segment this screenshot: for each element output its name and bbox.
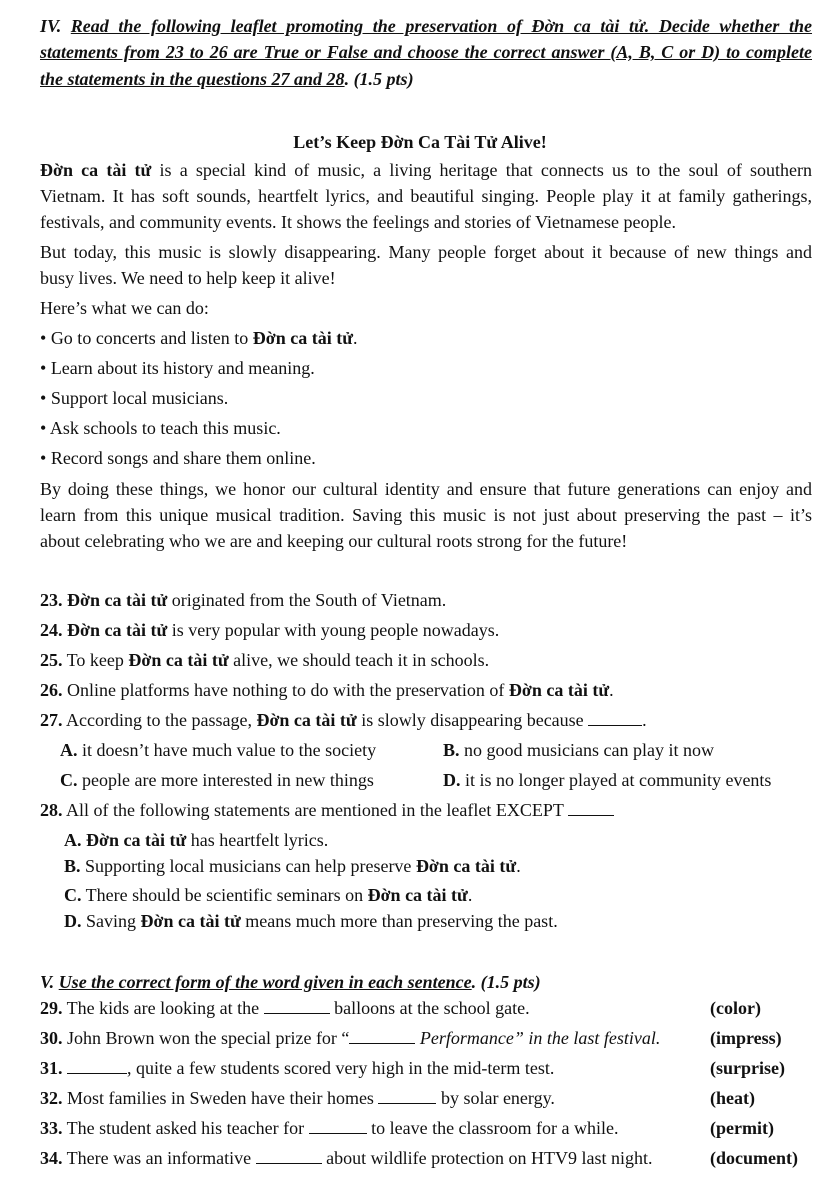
answer-blank[interactable]	[256, 1149, 322, 1164]
word-hint: (surprise)	[710, 1058, 785, 1078]
q28-option-d[interactable]: D. Saving Đờn ca tài tử means much more than preserving the past.	[64, 911, 558, 931]
question-30: 30. John Brown won the special prize for “ Performance” in the last festival.	[40, 1028, 661, 1048]
q27-option-d[interactable]: D. it is no longer played at community events	[443, 770, 772, 790]
section-v-points: . (1.5 pts)	[471, 972, 541, 992]
q27-option-c[interactable]: C. people are more interested in new things	[60, 770, 374, 790]
leaflet-bullet: • Learn about its history and meaning.	[40, 358, 315, 378]
question-23: 23. Đờn ca tài tử originated from the South of Vietnam.	[40, 590, 447, 610]
section-iv-instruction-line-3: the statements in the questions 27 and 28. (1.5 pts)	[40, 69, 414, 89]
question-34: 34. There was an informative about wildlife protection on HTV9 last night.	[40, 1148, 653, 1168]
leaflet-para2-line-1: But today, this music is slowly disappearing. Many people forget about it because of new things and	[40, 242, 812, 262]
answer-blank[interactable]	[349, 1029, 415, 1044]
question-25: 25. To keep Đờn ca tài tử alive, we should teach it in schools.	[40, 650, 490, 670]
leaflet-title: Let’s Keep Đờn Ca Tài Tử Alive!	[293, 132, 547, 152]
question-29: 29. The kids are looking at the balloons at the school gate.	[40, 998, 530, 1018]
leaflet-para1-line-1: Đờn ca tài tử is a special kind of music, a living heritage that connects us to the soul of southern	[40, 160, 812, 180]
question-24: 24. Đờn ca tài tử is very popular with young people nowadays.	[40, 620, 500, 640]
leaflet-bullet: • Support local musicians.	[40, 388, 229, 408]
answer-blank[interactable]	[568, 801, 614, 816]
leaflet-para3-line-2: learn from this unique musical tradition. Saving this music is not just about preserving the past – it’s	[40, 505, 812, 525]
word-hint: (document)	[710, 1148, 798, 1168]
question-26: 26. Online platforms have nothing to do with the preservation of Đờn ca tài tử.	[40, 680, 614, 700]
word-hint: (color)	[710, 998, 761, 1018]
leaflet-para1-line-3: festivals, and community events. It shows the feelings and stories of Vietnamese people.	[40, 212, 676, 232]
leaflet-para1-line-2: Vietnam. It has soft sounds, heartfelt lyrics, and beautiful singing. People play it at family gatherings,	[40, 186, 812, 206]
answer-blank[interactable]	[378, 1089, 436, 1104]
leaflet-bullet: • Ask schools to teach this music.	[40, 418, 281, 438]
word-hint: (heat)	[710, 1088, 755, 1108]
answer-blank[interactable]	[309, 1119, 367, 1134]
bullet-icon: •	[40, 358, 47, 378]
bullet-icon: •	[40, 418, 47, 438]
bullet-icon: •	[40, 448, 47, 468]
q28-option-b[interactable]: B. Supporting local musicians can help preserve Đờn ca tài tử.	[64, 856, 521, 876]
leaflet-list-intro: Here’s what we can do:	[40, 298, 209, 318]
q27-option-a[interactable]: A. it doesn’t have much value to the society	[60, 740, 377, 760]
leaflet-bullet: • Record songs and share them online.	[40, 448, 316, 468]
section-iv-points: . (1.5 pts)	[344, 69, 414, 89]
question-33: 33. The student asked his teacher for to leave the classroom for a while.	[40, 1118, 619, 1138]
section-iv-instruction-line-1: IV. Read the following leaflet promoting the preservation of Đờn ca tài tử. Decide whether the	[40, 16, 813, 36]
leaflet-para3-line-1: By doing these things, we honor our cultural identity and ensure that future generations can enjoy and	[40, 479, 812, 499]
question-31: 31. , quite a few students scored very high in the mid-term test.	[40, 1058, 555, 1078]
q27-option-b[interactable]: B. no good musicians can play it now	[443, 740, 714, 760]
bullet-icon: •	[40, 328, 47, 348]
leaflet-bullet: • Go to concerts and listen to Đờn ca tài tử.	[40, 328, 358, 348]
answer-blank[interactable]	[67, 1059, 127, 1074]
bullet-icon: •	[40, 388, 47, 408]
q28-option-a[interactable]: A. Đờn ca tài tử has heartfelt lyrics.	[64, 830, 329, 850]
leaflet-para2-line-2: busy lives. We need to help keep it alive!	[40, 268, 336, 288]
question-28: 28. All of the following statements are mentioned in the leaflet EXCEPT	[40, 799, 614, 821]
section-iv-instruction-line-2: statements from 23 to 26 are True or False and choose the correct answer (A, B, C or D) to complete	[40, 42, 812, 62]
word-hint: (permit)	[710, 1118, 774, 1138]
leaflet-para3-line-3: about celebrating who we are and keeping our cultural roots strong for the future!	[40, 531, 628, 551]
answer-blank[interactable]	[588, 711, 642, 726]
section-v-instruction: V. Use the correct form of the word given in each sentence. (1.5 pts)	[40, 972, 541, 992]
question-32: 32. Most families in Sweden have their homes by solar energy.	[40, 1088, 555, 1108]
q28-option-c[interactable]: C. There should be scientific seminars on Đờn ca tài tử.	[64, 885, 473, 905]
question-27: 27. According to the passage, Đờn ca tài tử is slowly disappearing because .	[40, 710, 647, 730]
section-iv-numeral: IV.	[40, 16, 62, 36]
word-hint: (impress)	[710, 1028, 782, 1048]
answer-blank[interactable]	[264, 999, 330, 1014]
section-v-numeral: V.	[40, 972, 55, 992]
